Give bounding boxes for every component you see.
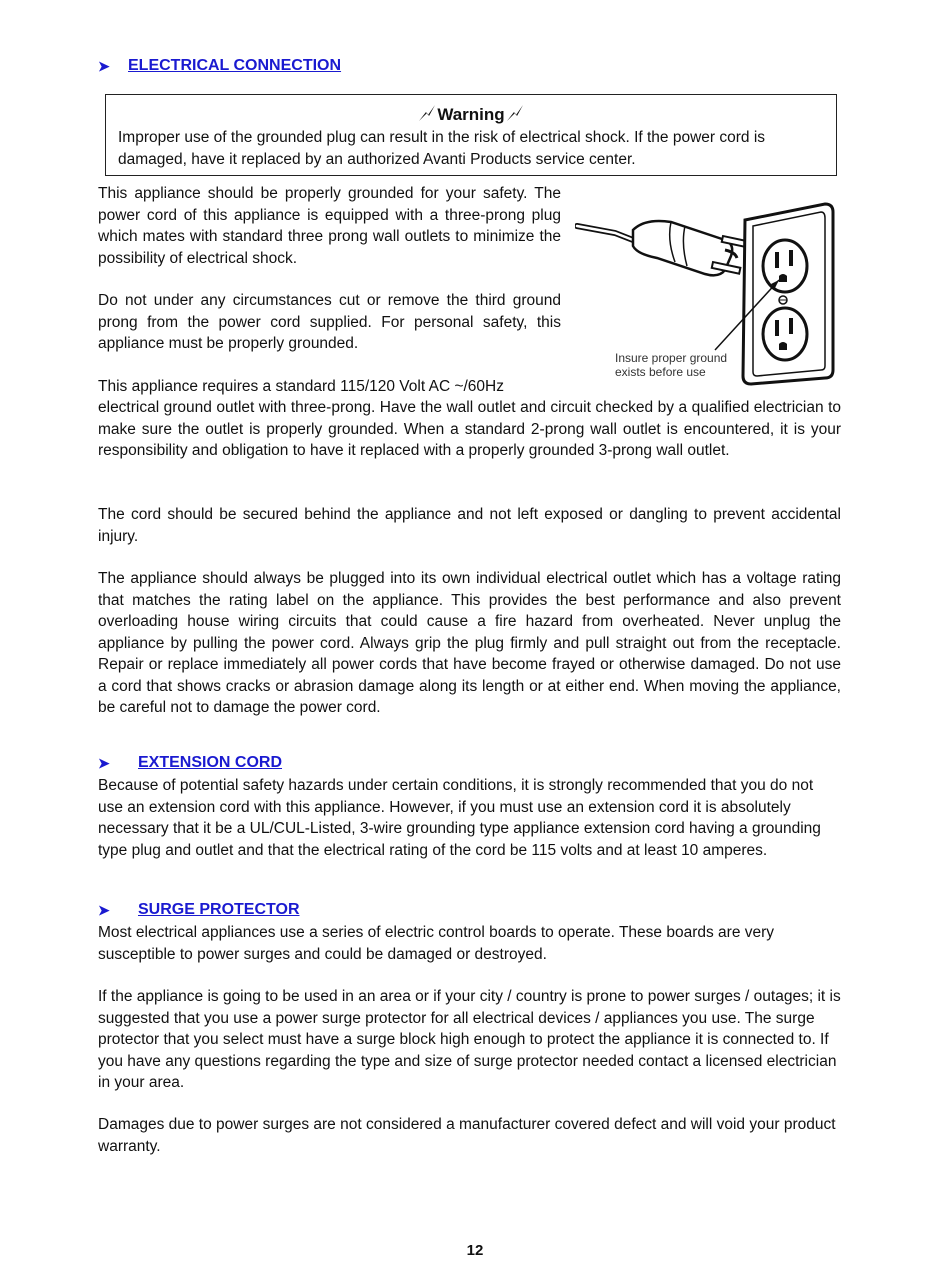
arrow-bullet-icon: ➤	[98, 58, 110, 74]
paragraph-individual-outlet: The appliance should always be plugged into its own individual electrical outlet which has a voltage rating that matches the rating label on the appliance. This provides the best performance and also prevent overloading house wiring circuits that could cause a fire hazard from overheated. Never unplug the appliance by pulling the power cord. Always grip the plug firmly and pull straight out from the receptacle. Repair or replace immediately all power cords that have become frayed or otherwise damaged. Do not use a cord that shows cracks or abrasion damage along its length or at either end. When moving the appliance, be careful not to damage the power cord.	[98, 570, 841, 716]
paragraph-cord-secured: The cord should be secured behind the appliance and not left exposed or dangling to prevent accidental injury.	[98, 506, 841, 545]
section-heading-electrical: ELECTRICAL CONNECTION	[128, 57, 342, 74]
arrow-bullet-icon: ➤	[98, 902, 110, 918]
paragraph-voltage-line1: This appliance requires a standard 115/120 Volt AC ~/60Hz	[98, 378, 504, 395]
page-number: 12	[466, 1242, 484, 1259]
warning-title	[106, 103, 836, 128]
arrow-bullet-icon: ➤	[98, 755, 110, 771]
paragraph-surge-boards: Most electrical appliances use a series of electric control boards to operate. These boards are very susceptible to power surges and could be damaged or destroyed.	[98, 924, 775, 963]
section-heading-surge: SURGE PROTECTOR	[138, 901, 300, 918]
paragraph-surge-warranty: Damages due to power surges are not considered a manufacturer covered defect and will void your product warranty.	[98, 1116, 836, 1155]
lightning-bolt-icon	[505, 103, 525, 128]
figure-caption-line2: exists before use	[615, 365, 706, 379]
figure-caption	[615, 351, 727, 379]
paragraph-voltage-rest: electrical ground outlet with three-prong. Have the wall outlet and circuit checked by a qualified electrician to make sure the outlet is properly grounded. When a standard 2-prong wall outlet is encountered, it is your responsibility and obligation to have it replaced with a properly grounded 3-prong wall outlet.	[98, 399, 841, 459]
figure-caption-line1: Insure proper ground	[615, 351, 728, 365]
warning-text: Improper use of the grounded plug can result in the risk of electrical shock. If the power cord is damaged, have it replaced by an authorized Avanti Products service center.	[118, 129, 766, 168]
warning-box	[105, 94, 837, 176]
paragraph-third-prong: Do not under any circumstances cut or remove the third ground prong from the power cord supplied. For personal safety, this appliance must be properly grounded.	[98, 292, 561, 352]
warning-label: Warning	[437, 104, 505, 124]
paragraph-grounding: This appliance should be properly grounded for your safety. The power cord of this appliance is equipped with a three-prong plug which mates with standard three prong wall outlets to minimize the possibility of electrical shock.	[98, 185, 561, 267]
section-heading-extension: EXTENSION CORD	[138, 754, 283, 771]
paragraph-surge-protector: If the appliance is going to be used in an area or if your city / country is prone to power surges / outages; it is suggested that you use a power surge protector for all electrical devices / appliances you use. The surge protector that you select must have a surge block high enough to protect the appliance it is connected to. If you have any questions regarding the type and size of surge protector needed contact a licensed electrician in your area.	[98, 988, 841, 1091]
lightning-bolt-icon	[417, 103, 437, 128]
paragraph-extension-cord: Because of potential safety hazards under certain conditions, it is strongly recommended that you do not use an extension cord with this appliance. However, if you must use an extension cord it is absolutely necessary that it be a UL/CUL-Listed, 3-wire grounding type appliance extension cord having a grounding type plug and outlet and that the electrical rating of the cord be 115 volts and at least 10 amperes.	[98, 777, 821, 859]
